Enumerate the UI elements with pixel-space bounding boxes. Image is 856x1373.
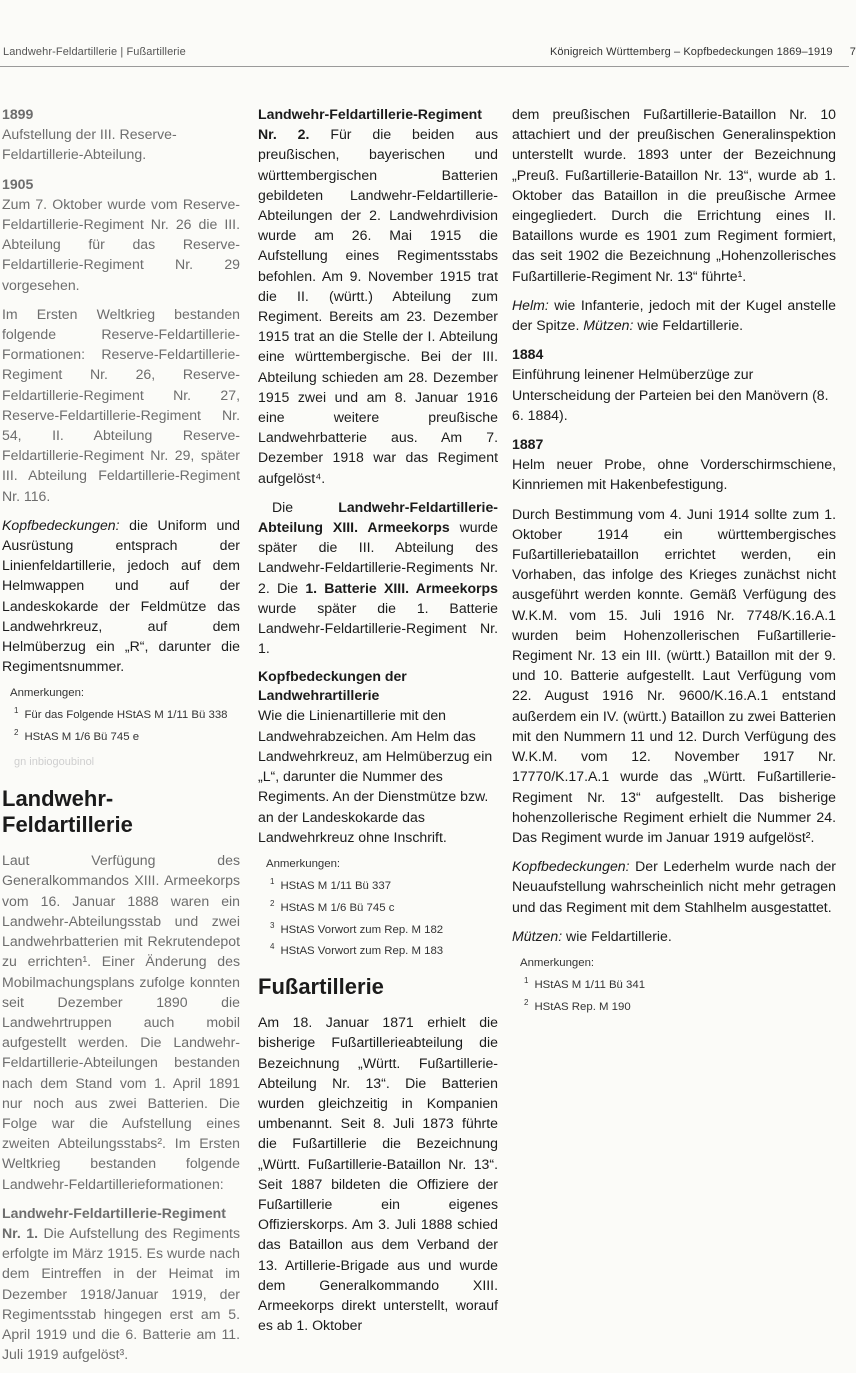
regiment-title: Landwehr-Feldartillerie-Regiment Nr. 1. [2,1204,226,1241]
bleed-through-text: gn inbiogoubinol [14,756,95,769]
note-item: $^2$ HStAS Rep. M 190 [524,997,631,1013]
section-heading: Landwehr-Feldartillerie [2,786,133,838]
running-header-right [550,46,856,58]
running-header-title: Königreich Württemberg – Kopfbedeckungen 1869–1919 [550,46,833,58]
running-header-left: Landwehr-Feldartillerie | Fußartillerie [3,46,186,58]
notes-heading: Anmerkungen: [10,687,85,700]
year-heading: 1905 [2,175,34,192]
paragraph-regiment-1: Landwehr-Feldartillerie-Regiment Nr. 1. Die Aufstellung des Regiments erfolgte im März 1915. Es wurde nach dem Eintreffen in der Heimat im Dezember 1918/Januar 1919, der Regimentsstab hingegen erst am 5. April 1919 und die 6. Batterie am 11. Juli 1919 aufgelöst³. [2,1204,240,1363]
paragraph: Durch Bestimmung vom 4. Juni 1914 sollte zum 1. Oktober 1914 ein württembergisches Fußartilleriebataillon errichtet werden, ein Vorhaben, das infolge des Krieges zunächst nicht ausgeführt werden konnte. Gemäß Verfügung des W.K.M. vom 15. Juli 1916 Nr. 7748/K.16.A.1 wurden beim Hohenzollerischen Fußartillerie-Regiment Nr. 13 ein III. (württ.) Bataillon mit der 9. und 10. Batterie aufgestellt. Laut Verfügung vom 22. August 1916 Nr. 9600/K.16.A.1 entstand außerdem ein IV. (württ.) Bataillon zu zwei Batterien mit den Nummern 11 und 12. Durch Verfügung des W.K.M. vom 12. November 1917 Nr. 17770/K.17.A.1 wurde das „Württ. Fußartillerie-Regiment Nr. 13“ aufgestellt. Das bisherige hohenzollerische Regiment erhielt die Nummer 24. Das Regiment wurde im Januar 1919 aufgelöst². [512,505,836,845]
paragraph-kopfbedeckungen: Kopfbedeckungen: Der Lederhelm wurde nach der Neuaufstellung wahrscheinlich nicht mehr getragen und das Regiment mit dem Stahlhelm ausgestattet. [512,858,836,915]
notes [10,685,240,746]
year-text: Helm neuer Probe, ohne Vorderschirmschiene, Kinnriemen mit Hakenbefestigung. [512,456,836,493]
year-text: Einführung leinener Helmüberzüge zur Unterscheidung der Parteien bei den Manövern (8. 6. 1884). [512,366,829,423]
column-left [2,104,240,1373]
paragraph-muetzen: Mützen: wie Feldartillerie. [512,927,672,944]
header-rule [0,66,849,67]
paragraph-helm: Helm: wie Infanterie, jedoch mit der Kugel anstelle der Spitze. Mützen: wie Feldartillerie. [512,296,836,334]
page-number: 7 [849,46,856,58]
note-item: $^1$ Für das Folgende HStAS M 1/11 Bü 338 [14,706,228,722]
note-item: $^3$ HStAS Vorwort zum Rep. M 182 [270,920,444,936]
section-heading: Fußartillerie [258,974,384,1000]
notes [266,856,498,960]
paragraph-kopfbedeckungen [2,515,240,677]
note-item: $^1$ HStAS M 1/11 Bü 337 [270,876,392,892]
paragraph: Laut Verfügung des Generalkommandos XIII. Armeekorps vom 16. Januar 1888 waren ein Landwehr-Abteilungsstab und zwei Landwehrbatterien mit Rekrutendepot zu errichten¹. Einer Änderung des Mobilmachungsplans zufolge konnten seit Dezember 1890 die Landwehrtruppen auch mobil aufgestellt werden. Die Landwehr-Feldartillerie-Abteilungen bestanden nach dem Stand vom 1. April 1891 nur noch aus zwei Batterien. Die Folge war die Aufstellung eines zweiten Abteilungsstabs². Im Ersten Weltkrieg bestanden folgende Landwehr-Feldartillerieformationen: [2,852,240,1192]
paragraph: Im Ersten Weltkrieg bestanden folgende Reserve-Feldartillerie-Formationen: Reserve-Feldartillerie-Regiment Nr. 26, Reserve-Feldartillerie-Regiment Nr. 27, Reserve-Feldartillerie-Regiment Nr. 54, II. Abteilung Reserve-Feldartillerie-Regiment Nr. 29, später III. Abteilung Feldartillerie-Regiment Nr. 116. [2,305,240,504]
kopf-text: die Uniform und Ausrüstung entsprach der Linienfeldartillerie, jedoch auf dem Helmwappen und auf der Landeskokarde der Feldmütze das Landwehrkreuz, auf dem Helmüberzug ein „R“, darunter die Regimentsnummer. [2,516,240,675]
paragraph: Am 18. Januar 1871 erhielt die bisherige Fußartillerieabteilung die Bezeichnung „Württ. Fußartillerie-Abteilung Nr. 13“. Die Batterien wurden gleichzeitig in Kompanien umbenannt. Seit 8. Juli 1873 führte die Fußartillerie die Bezeichnung „Württ. Fußartillerie-Bataillon Nr. 13“. Seit 1887 bildeten die Offiziere der Fußartillerie ein eigenes Offizierskorps. Am 3. Juli 1888 schied das Bataillon aus dem Verband der 13. Artillerie-Brigade aus und wurde dem Generalkommando XIII. Armeekorps direkt unterstellt, worauf es ab 1. Oktober [258,1014,498,1334]
column-right [512,104,836,1026]
notes-heading: Anmerkungen: [520,956,595,969]
paragraph: dem preußischen Fußartillerie-Bataillon Nr. 10 attachiert und der preußischen Generalinspektion unterstellt wurde. 1893 unter der Bezeichnung „Preuß. Fußartillerie-Bataillon Nr. 13“, wurde ab 1. Oktober das Bataillon in die preußische Armee eingegliedert. Durch die Errichtung eines II. Bataillons wurde es 1901 zum Regiment formiert, das seit 1902 die Bezeichnung „Hohenzollerisches Fußartillerie-Regiment Nr. 13“ führte¹. [512,106,836,284]
note-item: $^2$ HStAS M 1/6 Bü 745 e [14,728,140,744]
note-item: $^4$ HStAS Vorwort zum Rep. M 183 [270,942,444,958]
year-heading: 1899 [2,106,34,122]
year-heading: 1887 [512,436,544,453]
column-middle [258,104,498,1344]
kopf-label: Kopfbedeckungen: [2,516,120,533]
subheading: Kopfbedeckungen der Landwehrartillerie [258,668,407,704]
paragraph: Die Landwehr-Feldartillerie-Abteilung XIII. Armeekorps wurde später die III. Abteilung des Landwehr-Feldartillerie-Regiments Nr. 2. Die 1. Batterie XIII. Armeekorps wurde später die 1. Batterie Landwehr-Feldartillerie-Regiment Nr. 1. [258,498,498,657]
year-heading: 1884 [512,346,544,363]
paragraph: Wie die Linienartillerie mit den Landwehrabzeichen. Am Helm das Landwehrkreuz, am Helmüberzug ein „L“, darunter die Nummer des Regiments. An der Dienstmütze bzw. an der Landeskokarde das Landwehrkreuz ohne Inschrift. [258,707,493,845]
regiment-title: Landwehr-Feldartillerie-Regiment Nr. 2. [258,106,482,143]
notes-heading: Anmerkungen: [266,857,341,870]
note-item: $^1$ HStAS M 1/11 Bü 341 [524,975,646,991]
note-item: $^2$ HStAS M 1/6 Bü 745 c [270,898,395,914]
notes [520,955,836,1016]
year-text: Aufstellung der III. Reserve-Feldartillerie-Abteilung. [2,126,177,163]
paragraph-regiment-2: Landwehr-Feldartillerie-Regiment Nr. 2. Für die beiden aus preußischen, bayerischen und württembergischen Batterien gebildeten Landwehr-Feldartillerie-Abteilungen der 2. Landwehrdivision wurde am 26. Mai 1915 die Aufstellung eines Regimentsstabs befohlen. Am 9. November 1915 trat die II. (württ.) Abteilung zum Regiment. Bereits am 23. Dezember 1915 trat an die Stelle der I. Abteilung eine württembergische. Bei der III. Abteilung schieden am 28. Dezember 1915 zwei und am 8. Januar 1916 eine weitere preußische Landwehrbatterie aus. Am 7. Dezember 1918 war das Regiment aufgelöst⁴. [258,106,498,486]
year-text: Zum 7. Oktober wurde vom Reserve-Feldartillerie-Regiment Nr. 26 die III. Abteilung für das Reserve-Feldartillerie-Regiment Nr. 29 vorgesehen. [2,195,240,293]
